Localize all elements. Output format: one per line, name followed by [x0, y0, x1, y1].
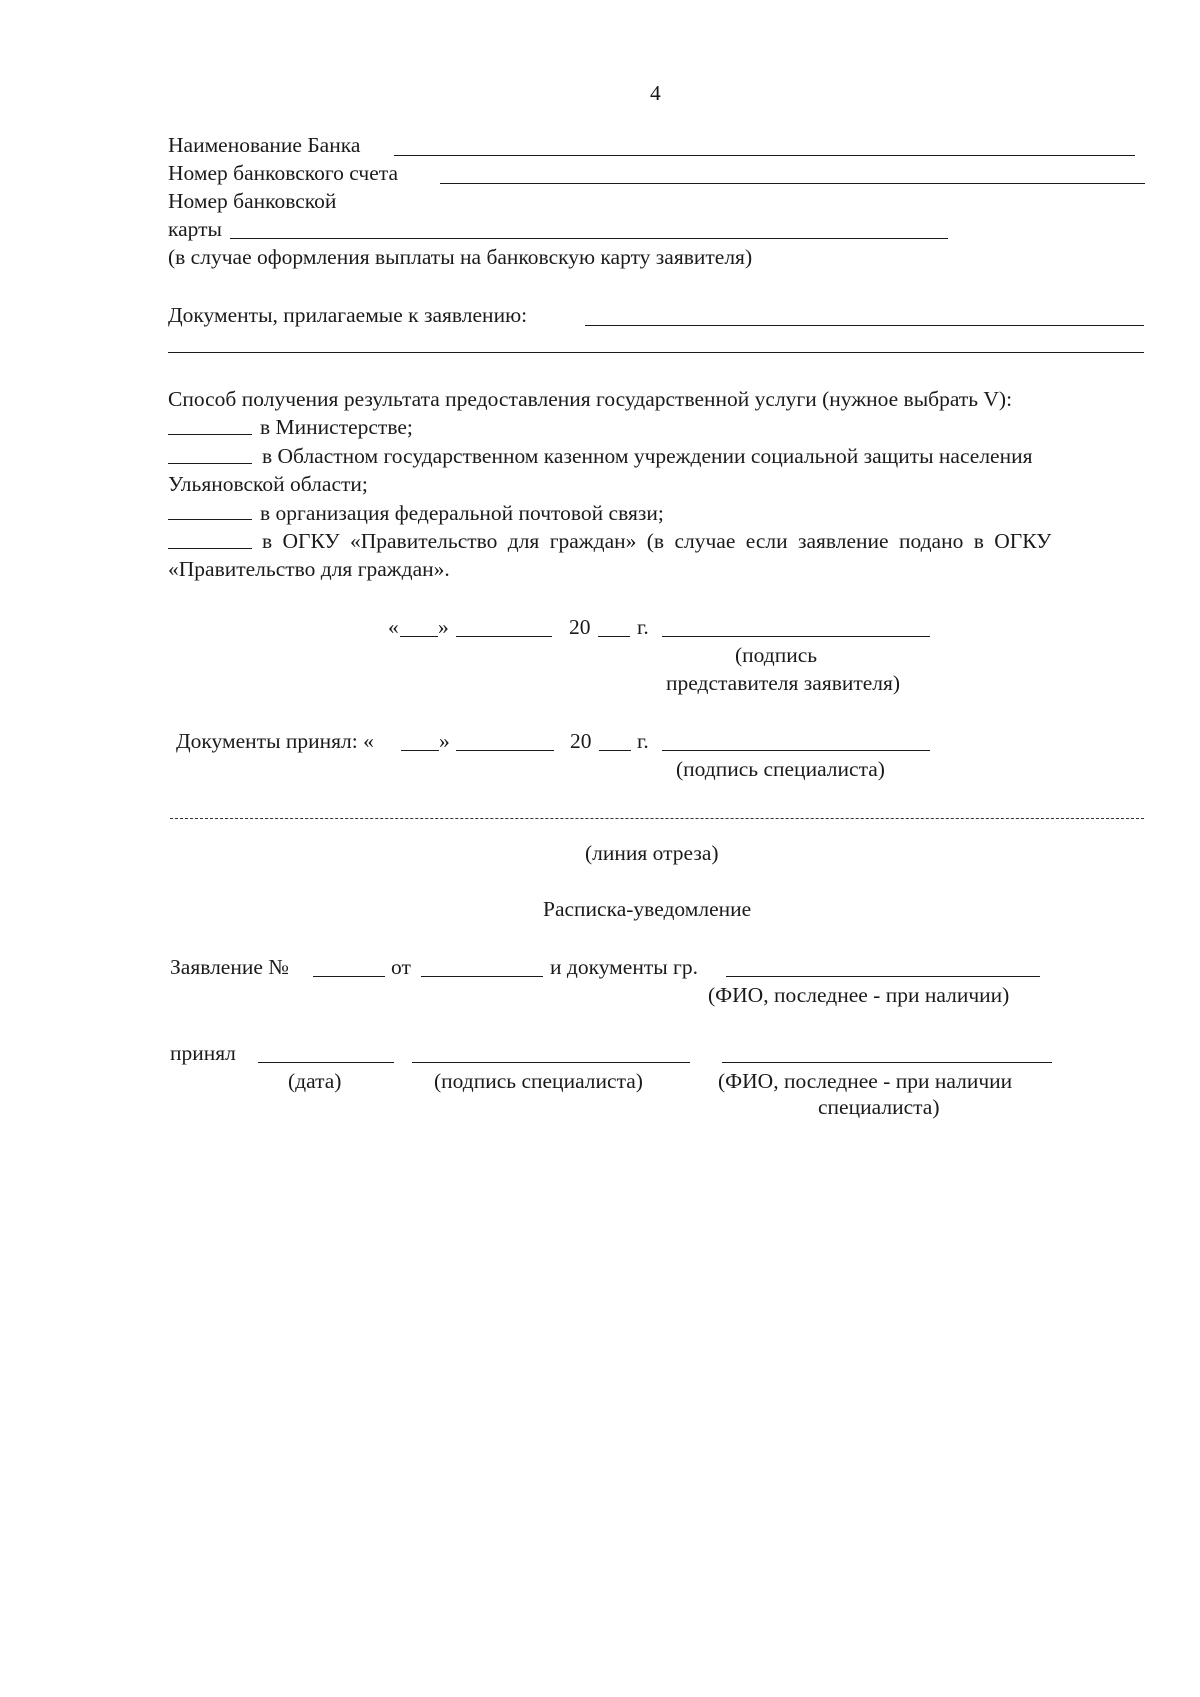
application-number-field[interactable]: [313, 976, 385, 977]
receipt-signature-field[interactable]: [412, 1062, 690, 1063]
documents-field[interactable]: [585, 325, 1144, 326]
method-title: Способ получения результата предоставления государственной услуги (нужное выбрать V):: [168, 387, 1013, 411]
sign-specialist-caption-2: (подпись специалиста): [434, 1069, 643, 1093]
method-option-4: в ОГКУ «Правительство для граждан» (в случае если заявление подано в ОГКУ: [262, 529, 1052, 553]
sign-specialist-caption: (подпись специалиста): [676, 757, 885, 781]
application-number-label: Заявление №: [170, 955, 289, 979]
card-label-line1: Номер банковской: [168, 189, 337, 213]
cut-line: [170, 818, 1144, 819]
account-label: Номер банковского счета: [168, 161, 398, 185]
method-blank-2[interactable]: [168, 463, 252, 464]
date-caption: (дата): [288, 1069, 342, 1093]
documents-field-line2[interactable]: [168, 352, 1144, 353]
account-field[interactable]: [440, 183, 1145, 184]
sign-rep-caption-2: представителя заявителя): [666, 671, 901, 695]
accepted-g: г.: [637, 729, 649, 753]
date-year-field[interactable]: [598, 636, 630, 637]
method-option-1: в Министерстве;: [260, 415, 413, 439]
date-year-prefix: 20: [569, 615, 591, 639]
bank-name-field[interactable]: [394, 155, 1135, 156]
application-from-label: от: [391, 955, 411, 979]
method-blank-4[interactable]: [168, 548, 252, 549]
specialist-signature-field[interactable]: [662, 750, 930, 751]
sign-rep-caption-1: (подпись: [735, 643, 818, 667]
representative-signature-field[interactable]: [662, 636, 930, 637]
method-option-3: в организация федеральной почтовой связи;: [260, 501, 664, 525]
card-label-line2: карты: [168, 217, 222, 241]
cut-line-label: (линия отреза): [585, 841, 719, 865]
citizen-name-field[interactable]: [726, 976, 1040, 977]
card-field[interactable]: [230, 238, 948, 239]
date-quote-close: »: [438, 615, 449, 639]
date-month-field[interactable]: [456, 636, 552, 637]
method-option-2: в Областном государственном казенном учреждении социальной защиты населения: [262, 444, 1033, 468]
accepted-day-field[interactable]: [401, 750, 439, 751]
accepted-year-prefix: 20: [570, 729, 592, 753]
accepted-label: принял: [170, 1041, 236, 1065]
method-option-4-cont: «Правительство для граждан».: [168, 557, 450, 581]
receipt-specialist-name-field[interactable]: [722, 1062, 1052, 1063]
bank-name-label: Наименование Банка: [168, 133, 361, 157]
date-quote-open: «: [388, 615, 399, 639]
accepted-year-field[interactable]: [599, 750, 631, 751]
accepted-quote-close: »: [439, 729, 450, 753]
fio-specialist-caption-2: специалиста): [818, 1095, 940, 1119]
page-number: 4: [650, 81, 661, 105]
method-blank-1[interactable]: [168, 434, 252, 435]
accepted-month-field[interactable]: [456, 750, 554, 751]
receipt-date-field[interactable]: [258, 1062, 394, 1063]
application-date-field[interactable]: [421, 976, 543, 977]
receipt-title: Расписка-уведомление: [543, 897, 752, 921]
and-docs-label: и документы гр.: [550, 955, 698, 979]
docs-accepted-label: Документы принял: «: [176, 729, 374, 753]
card-note: (в случае оформления выплаты на банковскую карту заявителя): [168, 245, 753, 269]
documents-label: Документы, прилагаемые к заявлению:: [168, 303, 528, 327]
date-day-field[interactable]: [400, 636, 438, 637]
fio-specialist-caption-1: (ФИО, последнее - при наличии: [718, 1069, 1013, 1093]
method-option-2-cont: Ульяновской области;: [168, 472, 368, 496]
fio-note: (ФИО, последнее - при наличии): [708, 983, 1010, 1007]
date-g: г.: [637, 615, 649, 639]
method-blank-3[interactable]: [168, 519, 252, 520]
